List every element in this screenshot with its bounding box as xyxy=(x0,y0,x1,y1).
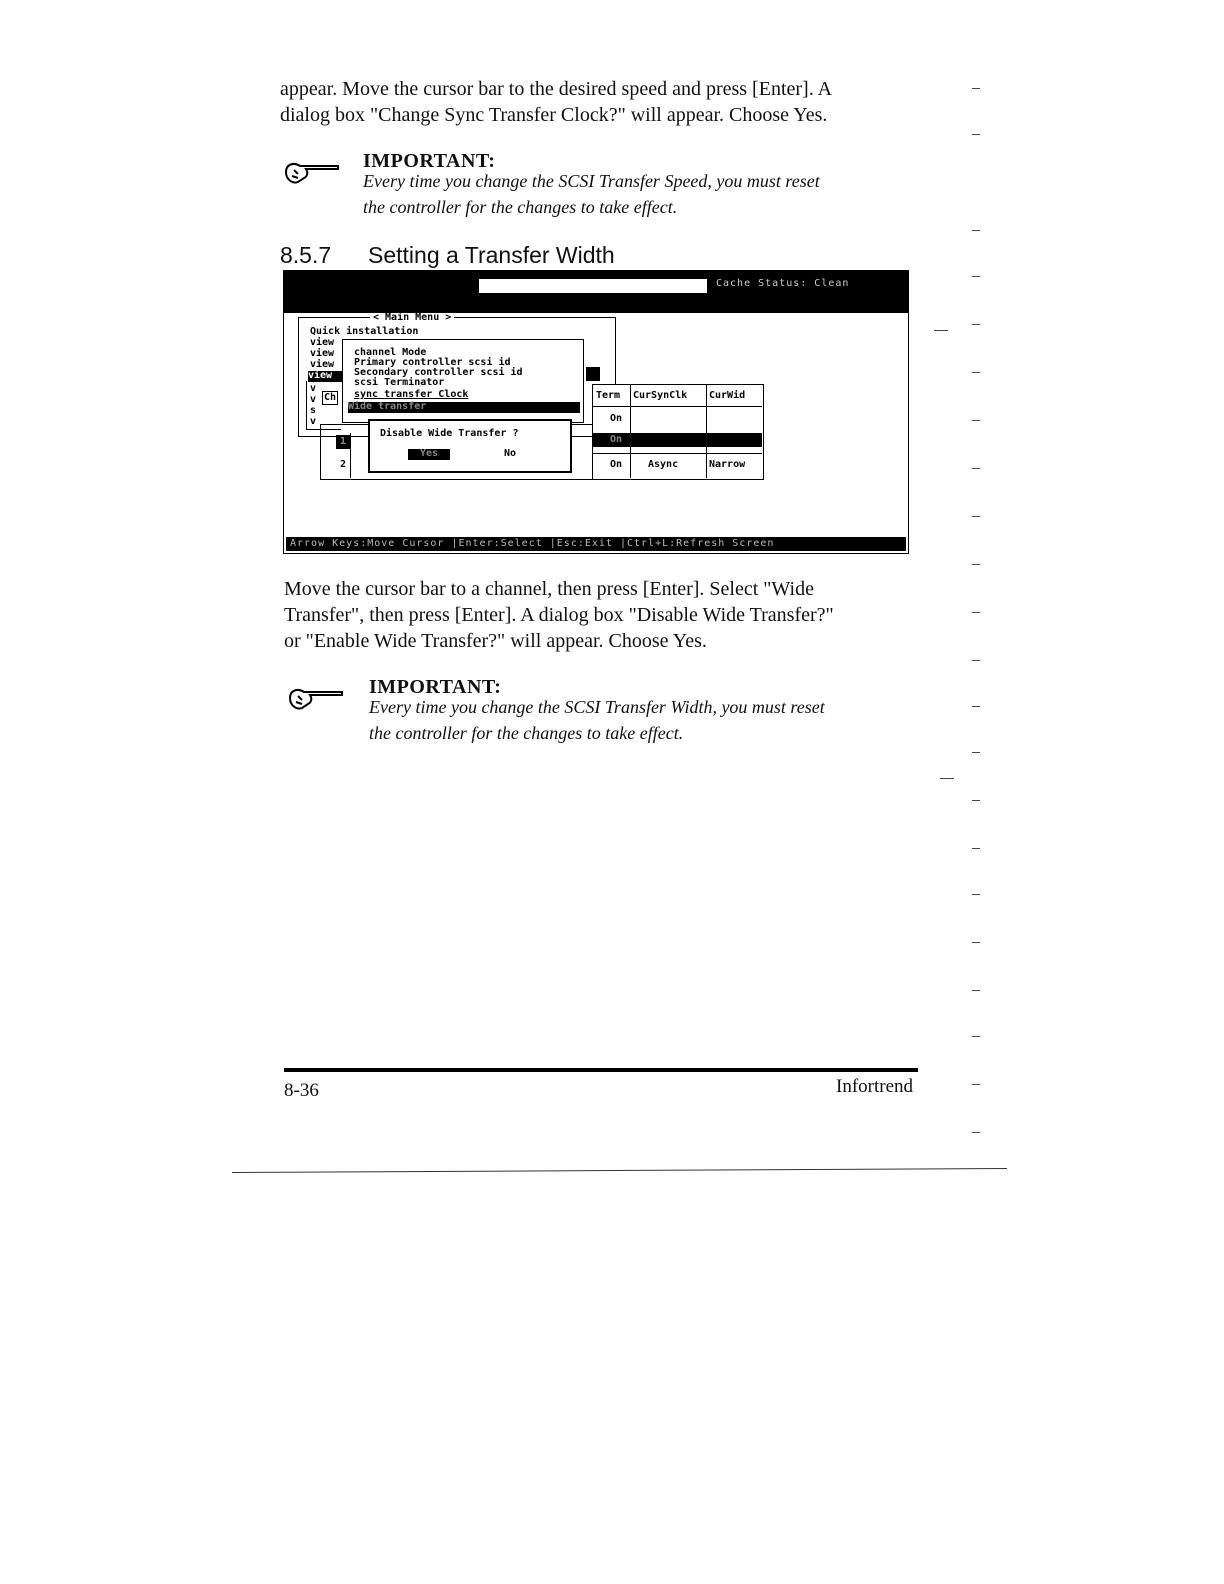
important-text-2-line1: Every time you change the SCSI Transfer Width, you must reset xyxy=(369,697,825,717)
margin-mark xyxy=(972,1084,980,1085)
pointing-hand-icon xyxy=(288,684,346,714)
main-menu-item-quick-installation[interactable]: Quick installation xyxy=(310,326,419,337)
dialog-no-button[interactable]: No xyxy=(504,448,517,459)
margin-mark xyxy=(972,1132,980,1133)
main-menu-item[interactable]: view xyxy=(310,348,335,359)
channel-label: Ch xyxy=(324,392,337,403)
table-cell-term: On xyxy=(610,413,623,424)
dialog-yes-button[interactable]: Yes xyxy=(408,449,450,460)
column-header-cursynclk: CurSynClk xyxy=(633,390,688,401)
main-menu-item[interactable]: v xyxy=(310,394,317,405)
submenu-secondary-scsi-id[interactable]: Secondary controller scsi id xyxy=(354,367,523,378)
row-2-curwid: Narrow xyxy=(709,459,746,470)
margin-mark xyxy=(972,134,980,135)
dialog-message: Disable Wide Transfer ? xyxy=(380,428,519,439)
status-bar-text: Arrow Keys:Move Cursor |Enter:Select |Esc:Exit |Ctrl+L:Refresh Screen xyxy=(290,538,775,549)
top-paragraph-line1: appear. Move the cursor bar to the desired speed and press [Enter]. A xyxy=(280,78,833,100)
main-menu-title: < Main Menu > xyxy=(370,313,454,323)
section-heading xyxy=(280,242,615,269)
row-2-term: On xyxy=(610,459,623,470)
margin-mark xyxy=(972,230,980,231)
important-heading-2: IMPORTANT: xyxy=(369,676,502,698)
channel-menu-frame xyxy=(306,381,341,430)
bottom-paragraph-line1: Move the cursor bar to a channel, then press [Enter]. Select "Wide xyxy=(284,578,814,600)
submenu-primary-scsi-id[interactable]: Primary controller scsi id xyxy=(354,357,511,368)
pointing-hand-icon xyxy=(284,158,342,188)
important-text-2-line2: the controller for the changes to take effect. xyxy=(369,723,684,743)
main-menu-item[interactable]: view xyxy=(310,359,335,370)
margin-mark xyxy=(972,564,980,565)
cache-status: Cache Status: Clean xyxy=(716,278,850,289)
margin-mark xyxy=(972,324,980,325)
bottom-paragraph-line3: or "Enable Wide Transfer?" will appear. Choose Yes. xyxy=(284,630,707,652)
important-text-1-line2: the controller for the changes to take effect. xyxy=(363,197,678,217)
submenu-scsi-terminator[interactable]: scsi Terminator xyxy=(354,377,445,388)
footer-rule xyxy=(284,1068,918,1072)
section-number: 8.5.7 xyxy=(280,242,332,268)
margin-mark xyxy=(972,88,980,89)
margin-mark xyxy=(940,778,954,779)
margin-mark xyxy=(972,1036,980,1037)
margin-mark xyxy=(972,752,980,753)
page-number: 8-36 xyxy=(284,1080,319,1101)
margin-mark xyxy=(972,800,980,801)
main-menu-item-selected[interactable]: view xyxy=(308,371,342,382)
terminal-screenshot xyxy=(283,270,909,554)
top-paragraph-line2: dialog box "Change Sync Transfer Clock?" will appear. Choose Yes. xyxy=(280,104,828,126)
section-title: Setting a Transfer Width xyxy=(368,242,615,268)
bottom-paragraph-line2: Transfer", then press [Enter]. A dialog box "Disable Wide Transfer?" xyxy=(284,604,834,626)
selected-row-term: On xyxy=(610,434,623,445)
margin-mark xyxy=(972,660,980,661)
main-menu-item[interactable]: s xyxy=(310,405,317,416)
column-header-curwid: CurWid xyxy=(709,390,746,401)
margin-mark xyxy=(972,516,980,517)
row-2-cursynclk: Async xyxy=(648,459,679,470)
submenu-sync-transfer-clock[interactable]: sync transfer Clock xyxy=(354,389,469,400)
main-menu-item[interactable]: view xyxy=(310,337,335,348)
margin-mark xyxy=(972,372,980,373)
margin-mark xyxy=(972,468,980,469)
important-text-1-line1: Every time you change the SCSI Transfer Speed, you must reset xyxy=(363,171,820,191)
column-header-term: Term xyxy=(596,390,621,401)
row-2-number: 2 xyxy=(340,459,347,470)
margin-mark xyxy=(972,706,980,707)
main-menu-item[interactable]: v xyxy=(310,383,317,394)
submenu-wide-transfer-selected[interactable]: Wide transfer xyxy=(348,402,580,413)
title-bar-blank xyxy=(479,279,707,293)
important-heading-1: IMPORTANT: xyxy=(363,150,496,172)
submenu-channel-mode[interactable]: channel Mode xyxy=(354,347,427,358)
margin-mark xyxy=(972,276,980,277)
scroll-marker xyxy=(586,367,600,381)
margin-mark xyxy=(972,420,980,421)
margin-mark xyxy=(972,612,980,613)
main-menu-item[interactable]: v xyxy=(310,416,317,427)
footer-brand: Infortrend xyxy=(836,1076,914,1097)
title-bar xyxy=(284,271,908,313)
margin-mark xyxy=(972,942,980,943)
scan-edge-line xyxy=(232,1168,1007,1173)
margin-mark xyxy=(934,330,948,331)
row-1-number: 1 xyxy=(340,436,347,447)
margin-mark xyxy=(972,894,980,895)
margin-mark xyxy=(972,848,980,849)
margin-mark xyxy=(972,990,980,991)
status-bar xyxy=(286,537,906,551)
